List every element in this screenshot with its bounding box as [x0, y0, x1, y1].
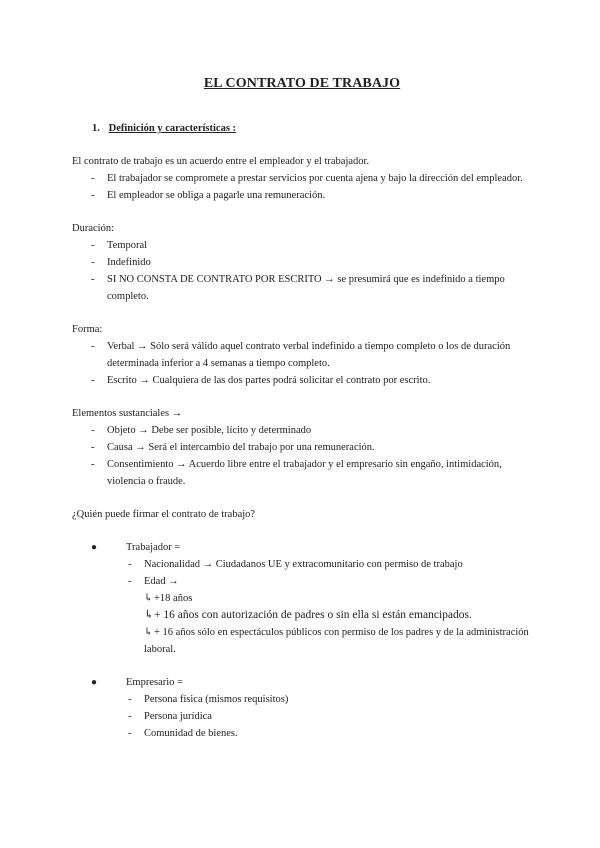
duracion-item: - SI NO CONSTA DE CONTRATO POR ESCRITO → se presumirá que es indefinido a tiempo completo.: [72, 271, 532, 305]
elementos-block: [72, 405, 532, 490]
definition-block: [72, 153, 532, 204]
elementos-item: - Causa → Será el intercambio del trabajo por una remuneración.: [72, 439, 532, 456]
empresario-subitem: - Persona jurídica: [126, 708, 532, 725]
edad-option-text: + 16 años sólo en espectáculos públicos con permiso de los padres y de la administración laboral.: [144, 627, 529, 655]
elementos-list: [72, 422, 532, 490]
edad-item: [126, 573, 532, 590]
empresario-item: [72, 674, 532, 742]
edad-option: [144, 607, 532, 624]
definition-intro: El contrato de trabajo es un acuerdo entre el empleador y el trabajador.: [72, 156, 370, 167]
hook-arrow-icon: ↳: [144, 593, 153, 604]
hook-arrow-icon: ↳: [144, 609, 154, 621]
edad-option: [144, 624, 532, 658]
edad-option-text: + 16 años con autorización de padres o sin ella si están emancipados.: [154, 609, 472, 621]
elementos-item: - Objeto → Debe ser posible, lícito y determinado: [72, 422, 532, 439]
duracion-item: - Indefinido: [72, 254, 532, 271]
empresario-sublist: [126, 691, 532, 742]
quien-block: [72, 506, 532, 742]
definition-item: - El empleador se obliga a pagarle una remuneración.: [72, 187, 532, 204]
bullet-icon: ●: [91, 542, 98, 553]
empresario-subitem: - Persona física (mismos requisitos): [126, 691, 532, 708]
forma-block: [72, 321, 532, 389]
section-number: 1.: [92, 123, 100, 134]
bullet-icon: ●: [91, 677, 98, 688]
edad-option-text: +18 años: [154, 593, 193, 604]
duracion-item: - Temporal: [72, 237, 532, 254]
elementos-heading: Elementos sustanciales →: [72, 408, 183, 419]
edad-label: Edad →: [144, 576, 179, 587]
document-title: EL CONTRATO DE TRABAJO: [203, 76, 401, 91]
duracion-block: [72, 220, 532, 305]
duracion-list: [72, 237, 532, 305]
quien-list: [72, 539, 532, 742]
hook-arrow-icon: ↳: [144, 627, 153, 638]
elementos-item: - Consentimiento → Acuerdo libre entre el trabajador y el empresario sin engaño, intimidación, violencia o fraude.: [72, 456, 532, 490]
quien-question: ¿Quién puede firmar el contrato de trabajo?: [72, 509, 256, 520]
trabajador-item: [72, 539, 532, 658]
empresario-subitem: - Comunidad de bienes.: [126, 725, 532, 742]
empresario-label: Empresario =: [126, 677, 183, 688]
definition-item: - El trabajador se compromete a prestar servicios por cuenta ajena y bajo la dirección del empleador.: [72, 170, 532, 187]
edad-option: [144, 590, 532, 607]
section-title: Definición y características :: [108, 123, 237, 134]
forma-item: - Verbal → Sólo será válido aquel contrato verbal indefinido a tiempo completo o los de duración determinada inferior a 4 semanas a tiempo completo.: [72, 338, 532, 372]
forma-item: - Escrito → Cualquiera de las dos partes podrá solicitar el contrato por escrito.: [72, 372, 532, 389]
nacionalidad-item: - Nacionalidad → Ciudadanos UE y extracomunitario con permiso de trabajo: [126, 556, 532, 573]
definition-list: [72, 170, 532, 204]
trabajador-sublist: [126, 556, 532, 590]
trabajador-label: Trabajador =: [126, 542, 181, 553]
document-page: [72, 74, 532, 742]
section-heading: [92, 120, 532, 137]
forma-heading: Forma:: [72, 324, 103, 335]
duracion-heading: Duración:: [72, 223, 114, 234]
forma-list: [72, 338, 532, 389]
